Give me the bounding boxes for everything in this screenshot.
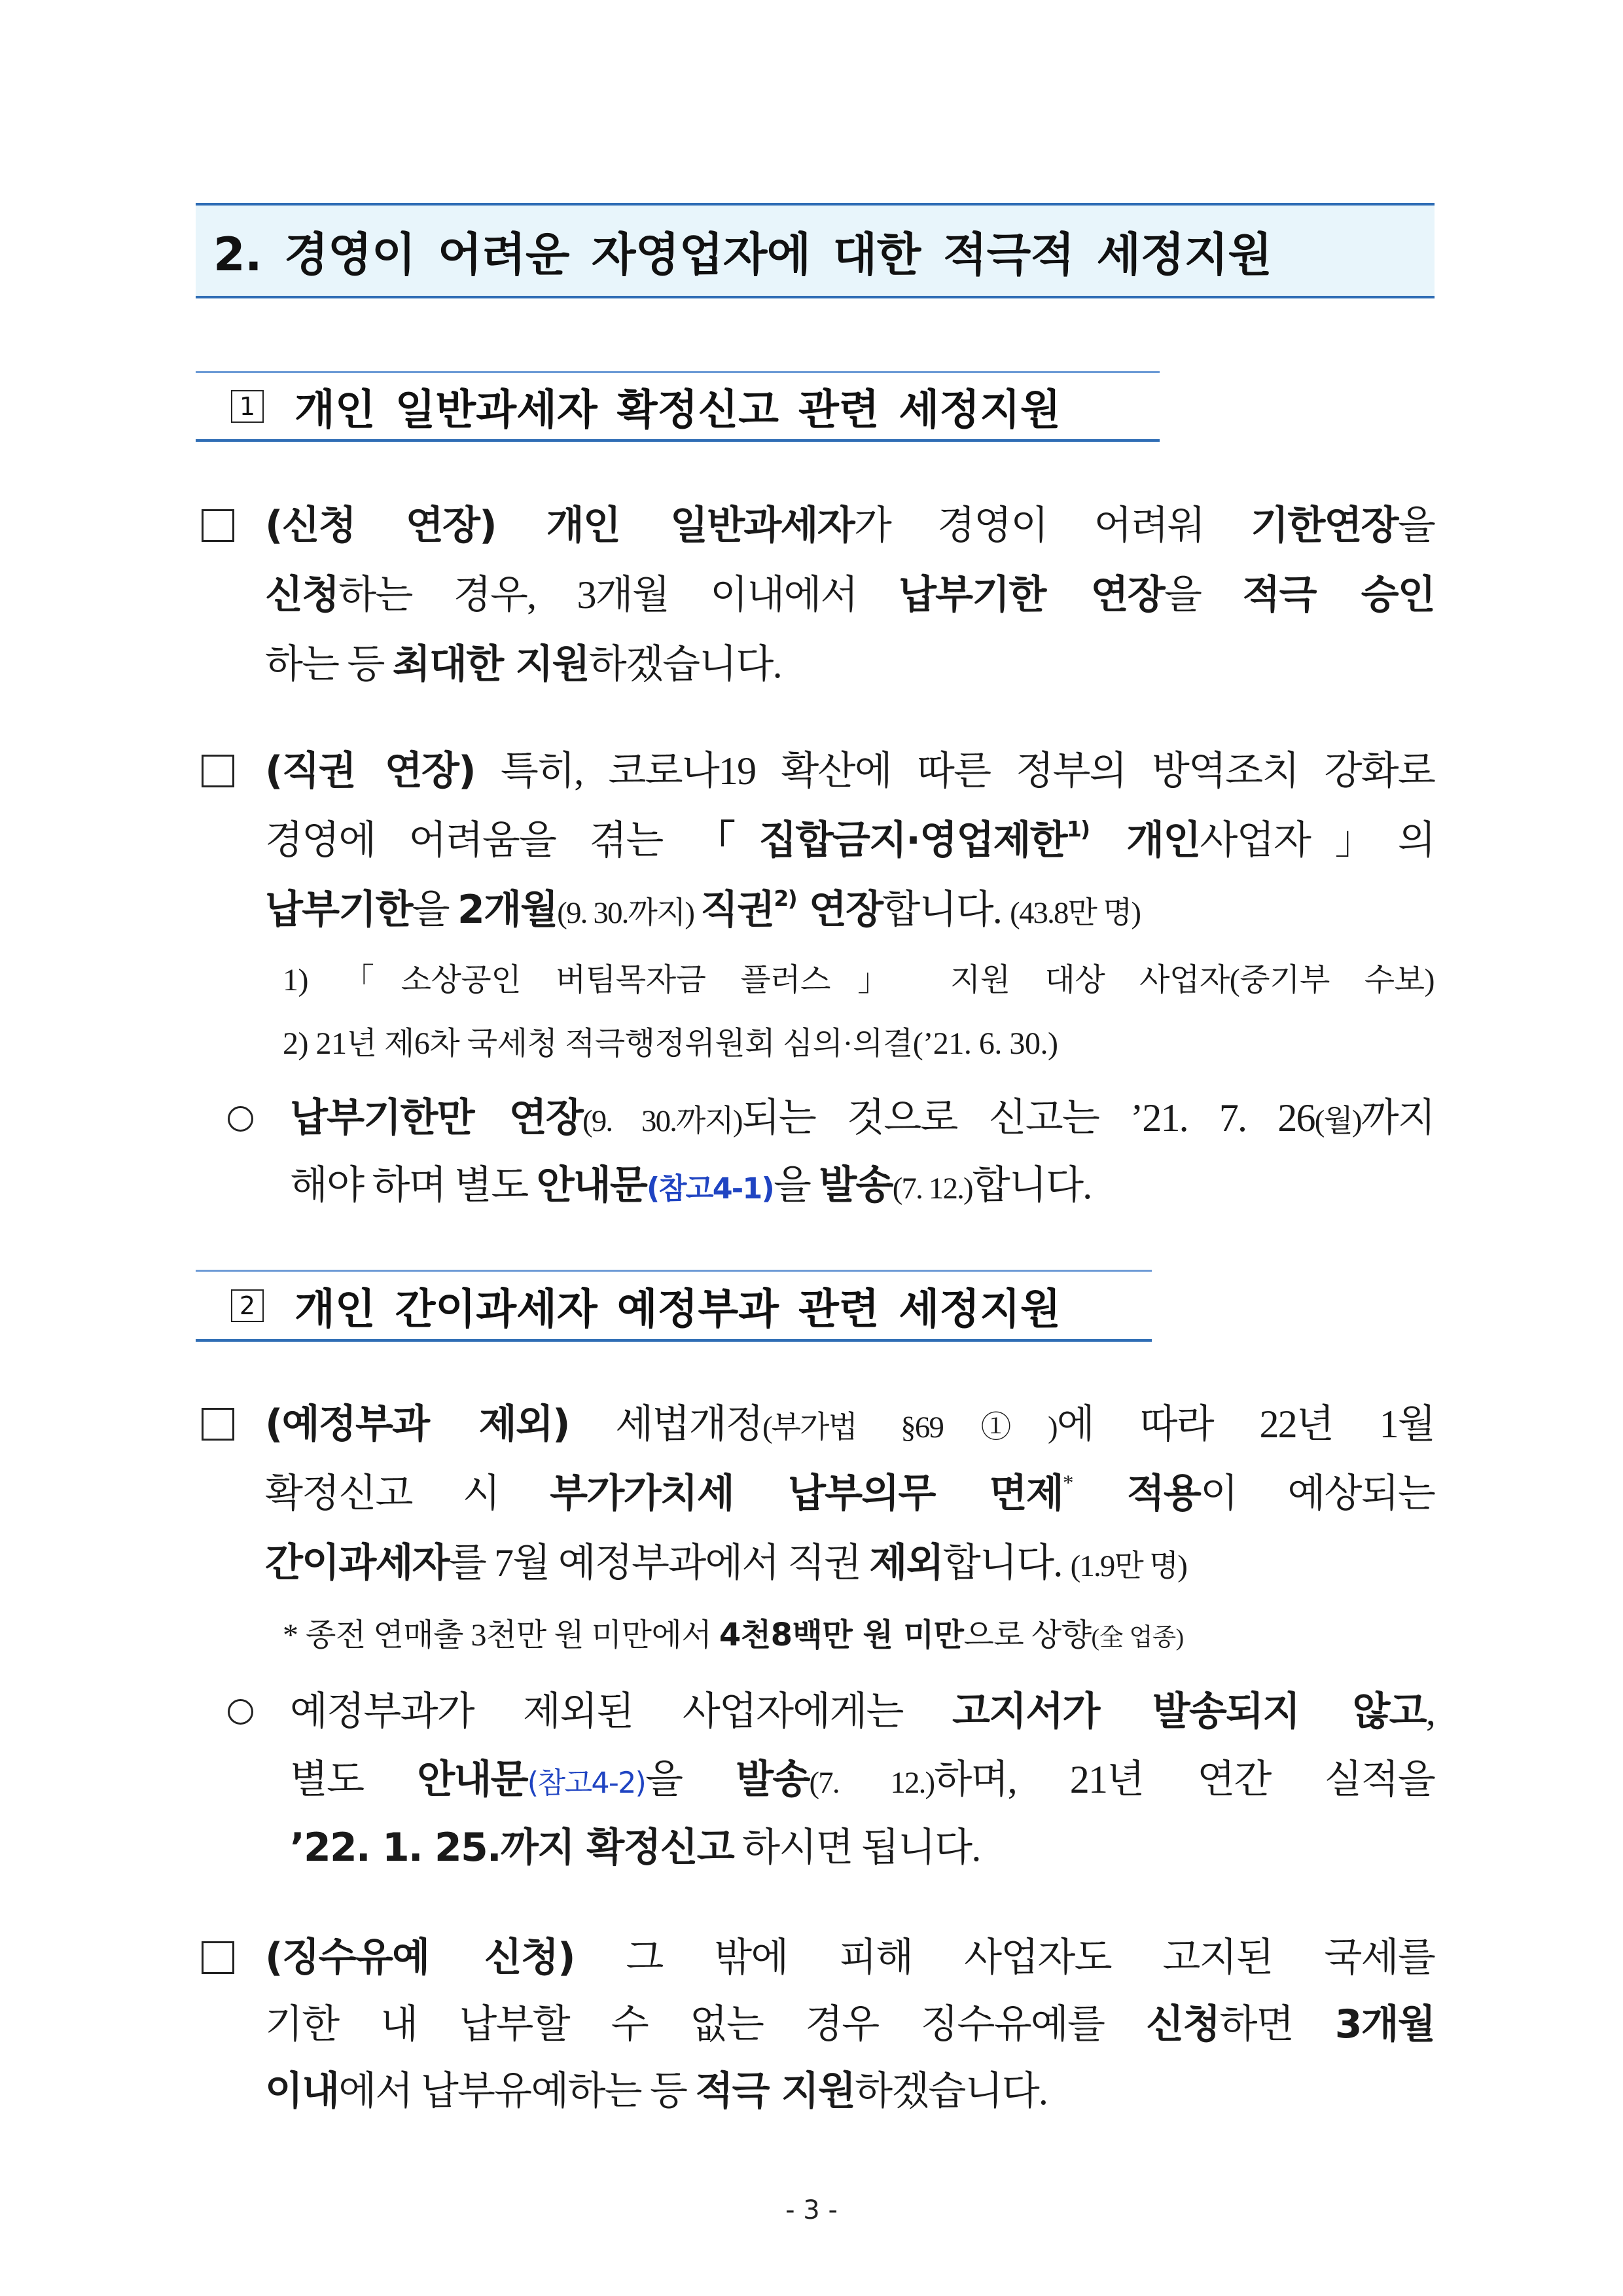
emphasis-text: 「집합금지·영업제한 (696, 817, 1067, 863)
body-text: 을 (412, 888, 458, 931)
emphasis-text: 신청 (1146, 2001, 1220, 2047)
body-text: 되는 것으로 신고는 ’21. 7. 26 (741, 1096, 1315, 1139)
sub-bullet-paragraph (290, 1677, 1435, 1882)
paragraph-line (290, 1152, 1435, 1219)
circle-bullet-icon (228, 1106, 253, 1132)
paragraph-line (265, 1991, 1435, 2058)
body-text: 가 경영이 어려워 (853, 504, 1251, 547)
body-text: 에서 납부유예하는 등 (338, 2070, 696, 2113)
body-text: 세법개정 (569, 1403, 762, 1446)
emphasis-text: 이내 (265, 2068, 339, 2114)
body-text: 을 (645, 1758, 736, 1801)
subsection-header (196, 1270, 1152, 1342)
footnote-line: 1) 「소상공인 버팀목자금 플러스」 지원 대상 사업자(중기부 수보) (283, 963, 1435, 997)
body-text: 별도 (290, 1758, 418, 1801)
body-text: 하겠습니다. (588, 643, 781, 686)
emphasis-text: 안내문 (536, 1162, 647, 1208)
body-text: 하는 경우, 3개월 이내에서 (338, 573, 899, 617)
footnote-block (283, 1604, 1435, 1667)
body-text: 까지 (1361, 1096, 1435, 1139)
section-title: 2. 경영이 어려운 자영업자에 대한 적극적 세정지원 (213, 227, 1272, 281)
body-text: 를 7월 예정부과에서 직권 (448, 1541, 870, 1585)
body-text: 이 예상되는 (1200, 1472, 1435, 1515)
emphasis-text: 제외 (869, 1540, 943, 1586)
emphasis-text: ’22. 1. 25.까지 확정신고 (290, 1825, 734, 1871)
emphasis-text: (징수유예 신청) (265, 1935, 575, 1981)
paragraph-line (290, 1814, 1435, 1882)
emphasis-text: 납부기한 연장 (898, 572, 1164, 618)
body-text: 기한 내 납부할 수 없는 경우 징수유예를 (265, 2003, 1147, 2046)
paragraph-line (265, 2058, 1435, 2125)
emphasis-text: 납부기한만 연장 (290, 1095, 583, 1141)
body-text: 해야 하며 별도 (290, 1164, 537, 1207)
subsection-number-box: 2 (231, 1289, 264, 1322)
parenthetical-note: (월) (1314, 1104, 1361, 1138)
footnote-line (283, 1604, 1435, 1667)
body-text: 확정신고 시 (265, 1472, 550, 1515)
emphasis-text: 안내문 (417, 1757, 527, 1803)
body-text: , (1425, 1690, 1435, 1733)
emphasis-text: (예정부과 제외) (265, 1401, 569, 1447)
paragraph-line (265, 875, 1435, 944)
emphasis-text: 납부기한 (265, 887, 412, 933)
body-text: 을 (773, 1164, 819, 1207)
emphasis-text: 적극 승인 (1242, 572, 1435, 618)
parenthetical-note: (9. 30.까지) (557, 896, 701, 930)
body-text: 하겠습니다. (855, 2070, 1048, 2113)
body-text: 에 따라 22년 1월 (1056, 1403, 1435, 1446)
parenthetical-note: (7. 12.) (809, 1766, 935, 1800)
emphasis-text: 간이과세자 (265, 1540, 449, 1586)
emphasis-text: 3개월 (1334, 2001, 1435, 2047)
emphasis-text: 연장 (796, 887, 883, 933)
parenthetical-note: (7. 12.) (892, 1172, 972, 1206)
body-text: 하는 등 (265, 643, 393, 686)
body-text: 특히, 코로나19 확산에 따른 정부의 방역조치 강화로 (474, 749, 1435, 793)
subsection-header (196, 371, 1160, 442)
body-text: 을 (1164, 573, 1243, 617)
checkbox-paragraph (265, 1924, 1435, 2125)
body-text: * 종전 연매출 3천만 원 미만에서 (283, 1618, 719, 1653)
body-text: 하면 (1219, 2003, 1335, 2046)
page-number: - 3 - (785, 2195, 838, 2225)
footnote-marker: 1) (1066, 816, 1090, 842)
square-bullet-icon (202, 509, 234, 542)
paragraph-line (265, 1459, 1435, 1528)
subsection-title: 개인 간이과세자 예정부과 관련 세정지원 (294, 1285, 1061, 1334)
emphasis-text: (신청 연장) 개인 일반과세자 (265, 503, 854, 548)
parenthetical-note: (全 업종) (1091, 1624, 1184, 1651)
checkbox-paragraph (265, 1390, 1435, 1598)
paragraph-line (265, 806, 1435, 875)
body-text: 경영에 어려움을 겪는 (265, 819, 696, 862)
body-text: 하며, 21년 연간 실적을 (934, 1758, 1435, 1801)
emphasis-text: 개인 (1089, 817, 1200, 863)
paragraph-line (265, 630, 1435, 699)
emphasis-text: 적극 지원 (695, 2068, 855, 2114)
square-bullet-icon (202, 1408, 234, 1441)
emphasis-text: 발송 (736, 1757, 810, 1803)
paragraph-line (265, 560, 1435, 630)
paragraph-line (290, 1677, 1435, 1746)
paragraph-line (290, 1746, 1435, 1814)
body-text: 으로 상향 (963, 1618, 1092, 1653)
circle-bullet-icon (228, 1699, 253, 1725)
section-title-box (196, 203, 1435, 298)
footnote-marker: * (1062, 1471, 1073, 1495)
reference-label: (참고4-1) (647, 1172, 774, 1206)
body-text: 합니다. (942, 1541, 1071, 1585)
paragraph-line (265, 491, 1435, 560)
footnote-marker: 2) (774, 885, 796, 911)
body-text: 사업자」의 (1200, 819, 1435, 862)
parenthetical-note: (9. 30.까지) (582, 1104, 742, 1138)
body-text: 그 밖에 피해 사업자도 고지된 국세를 (574, 1936, 1435, 1979)
emphasis-text: 고지서가 발송되지 않고 (952, 1689, 1426, 1734)
emphasis-text: 적용 (1072, 1471, 1201, 1516)
square-bullet-icon (202, 1941, 234, 1974)
paragraph-line (265, 1528, 1435, 1598)
footnote-block (283, 948, 1435, 1075)
body-text: 합니다. (972, 1164, 1092, 1207)
paragraph-line (290, 1085, 1435, 1152)
parenthetical-note: (부가법 §69①) (762, 1410, 1057, 1444)
checkbox-paragraph (265, 491, 1435, 699)
reference-label: (참고4-2) (527, 1767, 646, 1800)
emphasis-text: 신청 (265, 572, 339, 618)
sub-bullet-paragraph (290, 1085, 1435, 1219)
emphasis-text: (직권 연장) (265, 748, 475, 794)
body-text: 합니다. (882, 888, 1010, 931)
emphasis-text: 발송 (819, 1162, 893, 1208)
paragraph-line (265, 1390, 1435, 1459)
body-text: 하시면 됩니다. (733, 1826, 980, 1869)
emphasis-text: 최대한 지원 (392, 641, 589, 687)
footnote-line: 2) 21년 제6차 국세청 적극행정위원회 심의·의결(’21. 6. 30.) (283, 1026, 1058, 1061)
checkbox-paragraph (265, 736, 1435, 944)
paragraph-line (265, 1924, 1435, 1991)
emphasis-text: 기한연장 (1251, 503, 1398, 548)
square-bullet-icon (202, 755, 234, 787)
body-text: 예정부과가 제외된 사업자에게는 (290, 1690, 952, 1733)
subsection-number-box: 1 (231, 390, 264, 423)
parenthetical-note: (43.8만 명) (1010, 896, 1141, 930)
emphasis-text: 부가가치세 납부의무 면제 (550, 1471, 1063, 1516)
paragraph-line (265, 736, 1435, 806)
emphasis-text: 직권 (700, 887, 774, 933)
emphasis-text: 2개월 (457, 887, 558, 933)
body-text: 을 (1397, 504, 1435, 547)
emphasis-text: 4천8백만 원 미만 (719, 1617, 964, 1653)
parenthetical-note: (1.9만 명) (1070, 1549, 1187, 1583)
subsection-title: 개인 일반과세자 확정신고 관련 세정지원 (294, 386, 1061, 435)
